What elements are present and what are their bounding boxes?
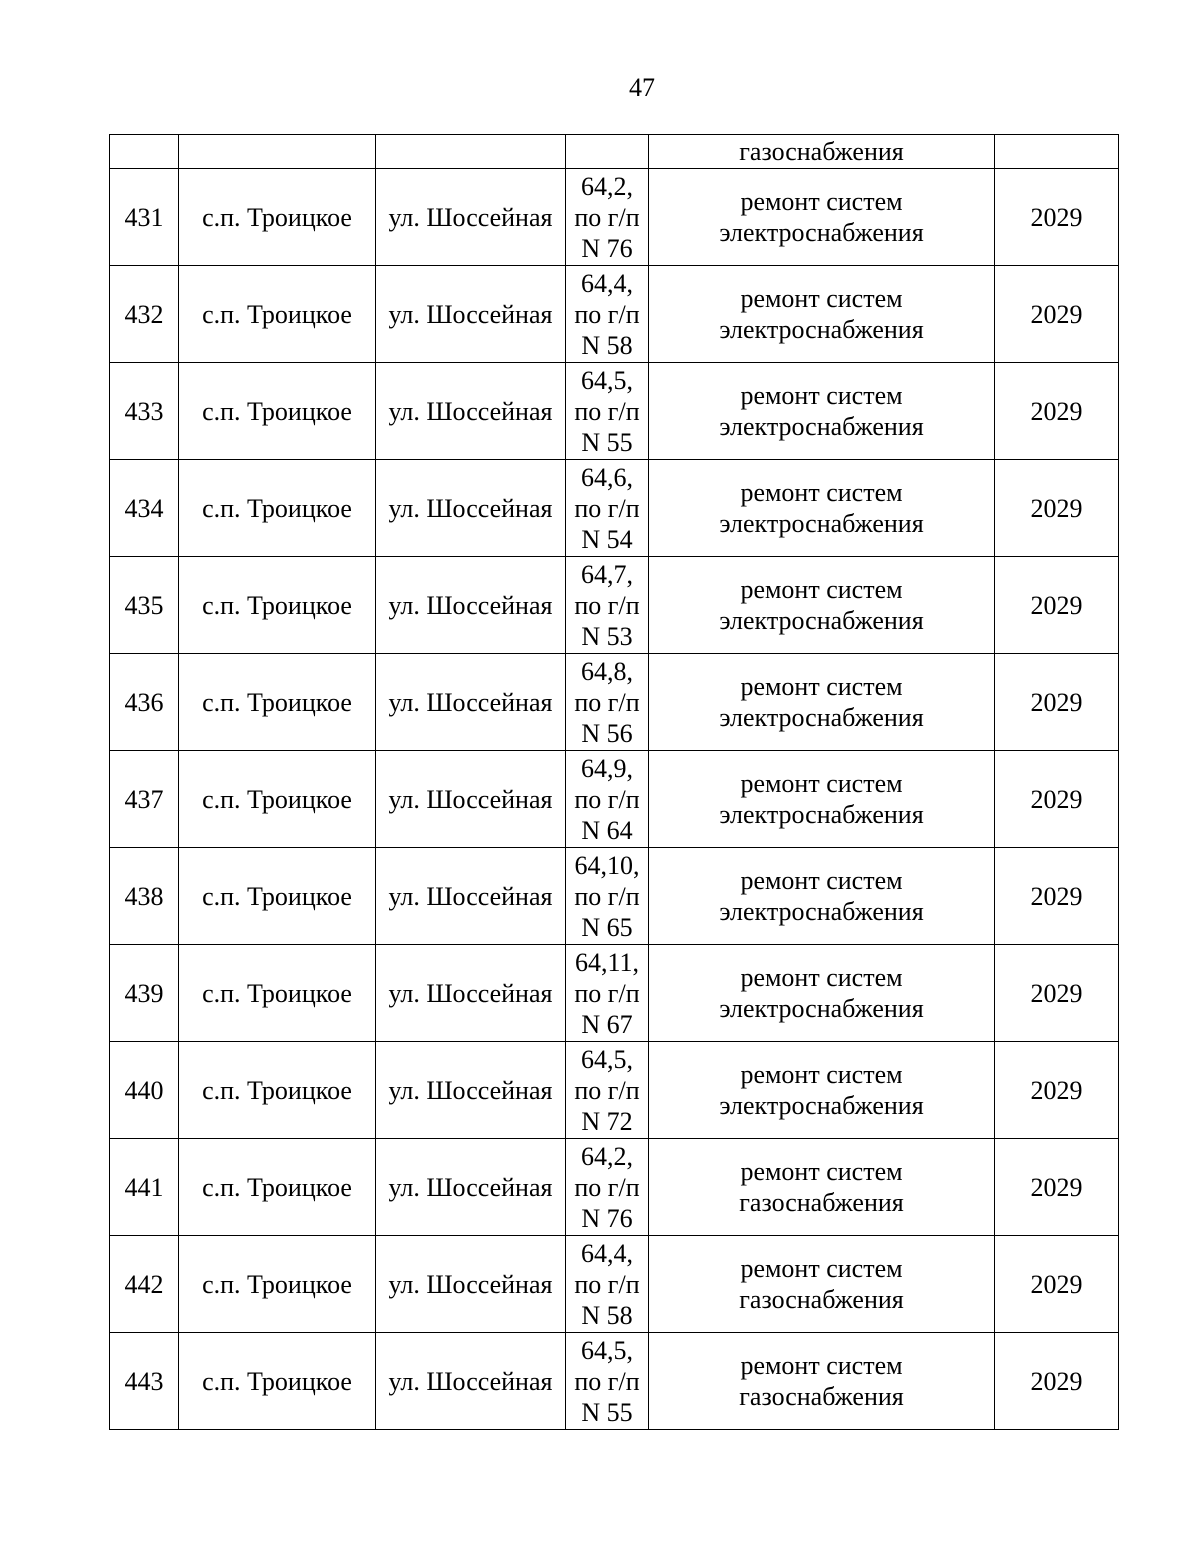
cell-work-type-line: ремонт систем	[740, 187, 903, 216]
cell-house-line: N 65	[581, 912, 633, 942]
cell-house	[566, 135, 649, 169]
cell-no: 431	[110, 169, 179, 266]
cell-year: 2029	[995, 654, 1119, 751]
cell-house-line: 64,2,	[581, 1141, 633, 1171]
table-row	[110, 945, 1119, 1042]
cell-house-line: 64,4,	[581, 1238, 633, 1268]
cell-house-line: 64,5,	[581, 1044, 633, 1074]
cell-settlement: с.п. Троицкое	[179, 751, 376, 848]
cell-street: ул. Шоссейная	[376, 363, 566, 460]
cell-street: ул. Шоссейная	[376, 557, 566, 654]
cell-year: 2029	[995, 945, 1119, 1042]
cell-settlement: с.п. Троицкое	[179, 363, 376, 460]
cell-house	[566, 848, 649, 945]
cell-year: 2029	[995, 169, 1119, 266]
cell-house-line: N 72	[581, 1106, 633, 1136]
cell-street: ул. Шоссейная	[376, 751, 566, 848]
cell-house-line: по г/п	[574, 493, 640, 523]
cell-year: 2029	[995, 848, 1119, 945]
cell-work-type-line: ремонт систем	[740, 963, 903, 992]
cell-house-line: N 55	[581, 1397, 633, 1427]
cell-house	[566, 363, 649, 460]
cell-work-type-line: газоснабжения	[739, 1188, 904, 1217]
cell-work-type	[649, 751, 995, 848]
cell-year: 2029	[995, 1236, 1119, 1333]
cell-work-type	[649, 1139, 995, 1236]
cell-house-line: 64,7,	[581, 559, 633, 589]
cell-house-line: 64,11,	[574, 947, 640, 977]
cell-settlement: с.п. Троицкое	[179, 1139, 376, 1236]
cell-settlement: с.п. Троицкое	[179, 1042, 376, 1139]
cell-work-type-line: электроснабжения	[719, 703, 924, 732]
table-body	[110, 135, 1119, 1430]
cell-settlement: с.п. Троицкое	[179, 557, 376, 654]
cell-house-line: по г/п	[574, 299, 640, 329]
cell-settlement: с.п. Троицкое	[179, 848, 376, 945]
table-row	[110, 460, 1119, 557]
cell-year	[995, 135, 1119, 169]
cell-house-line: по г/п	[574, 687, 640, 717]
cell-house-line: по г/п	[574, 202, 640, 232]
cell-no: 437	[110, 751, 179, 848]
cell-work-type-line: ремонт систем	[740, 1060, 903, 1089]
cell-house-line: 64,6,	[581, 462, 633, 492]
cell-house	[566, 266, 649, 363]
cell-work-type-line: электроснабжения	[719, 606, 924, 635]
cell-work-type-line: электроснабжения	[719, 412, 924, 441]
cell-street: ул. Шоссейная	[376, 1042, 566, 1139]
cell-work-type-line: ремонт систем	[740, 575, 903, 604]
cell-work-type	[649, 1236, 995, 1333]
cell-work-type	[649, 1333, 995, 1430]
cell-year: 2029	[995, 751, 1119, 848]
table-row	[110, 1042, 1119, 1139]
cell-settlement: с.п. Троицкое	[179, 945, 376, 1042]
cell-work-type	[649, 169, 995, 266]
cell-street: ул. Шоссейная	[376, 1236, 566, 1333]
table-row	[110, 363, 1119, 460]
page-number: 47	[629, 73, 655, 102]
table-row	[110, 169, 1119, 266]
cell-street: ул. Шоссейная	[376, 945, 566, 1042]
cell-house-line: по г/п	[574, 881, 640, 911]
cell-house-line: 64,4,	[581, 268, 633, 298]
cell-house	[566, 945, 649, 1042]
cell-work-type-line: электроснабжения	[719, 315, 924, 344]
table-row	[110, 1333, 1119, 1430]
cell-settlement: с.п. Троицкое	[179, 266, 376, 363]
cell-work-type	[649, 1042, 995, 1139]
cell-house	[566, 1042, 649, 1139]
cell-work-type	[649, 557, 995, 654]
cell-work-type-line: ремонт систем	[740, 381, 903, 410]
cell-year: 2029	[995, 363, 1119, 460]
cell-year: 2029	[995, 266, 1119, 363]
cell-work-type-line: газоснабжения	[739, 1285, 904, 1314]
cell-house-line: по г/п	[574, 784, 640, 814]
table-row	[110, 751, 1119, 848]
cell-work-type	[649, 460, 995, 557]
cell-settlement: с.п. Троицкое	[179, 169, 376, 266]
table-row	[110, 557, 1119, 654]
cell-work-type-line: газоснабжения	[739, 1382, 904, 1411]
cell-work-type-line: ремонт систем	[740, 769, 903, 798]
cell-house	[566, 751, 649, 848]
cell-street: ул. Шоссейная	[376, 654, 566, 751]
cell-house-line: N 76	[581, 233, 633, 263]
cell-no: 438	[110, 848, 179, 945]
cell-street: ул. Шоссейная	[376, 1333, 566, 1430]
cell-work-type-line: ремонт систем	[740, 1157, 903, 1186]
cell-no: 436	[110, 654, 179, 751]
cell-no: 441	[110, 1139, 179, 1236]
cell-house-line: N 54	[581, 524, 633, 554]
cell-house-line: 64,5,	[581, 365, 633, 395]
cell-work-type-line: электроснабжения	[719, 218, 924, 247]
cell-settlement: с.п. Троицкое	[179, 1333, 376, 1430]
cell-work-type	[649, 654, 995, 751]
cell-settlement: с.п. Троицкое	[179, 1236, 376, 1333]
cell-house	[566, 169, 649, 266]
cell-no	[110, 135, 179, 169]
cell-year: 2029	[995, 460, 1119, 557]
cell-year: 2029	[995, 1333, 1119, 1430]
table-row	[110, 1236, 1119, 1333]
cell-street: ул. Шоссейная	[376, 1139, 566, 1236]
cell-no: 440	[110, 1042, 179, 1139]
continuation-row	[110, 135, 1119, 169]
cell-house	[566, 1333, 649, 1430]
cell-year: 2029	[995, 1042, 1119, 1139]
cell-work-type: газоснабжения	[649, 135, 995, 169]
cell-work-type-line: ремонт систем	[740, 1351, 903, 1380]
cell-house-line: 64,9,	[581, 753, 633, 783]
cell-house-line: N 55	[581, 427, 633, 457]
repair-schedule-table	[109, 134, 1119, 1430]
table-row	[110, 266, 1119, 363]
cell-work-type-line: ремонт систем	[740, 1254, 903, 1283]
cell-street: ул. Шоссейная	[376, 848, 566, 945]
cell-work-type-line: электроснабжения	[719, 897, 924, 926]
cell-house-line: по г/п	[574, 1075, 640, 1105]
cell-house-line: по г/п	[574, 978, 640, 1008]
cell-house	[566, 1236, 649, 1333]
cell-house	[566, 654, 649, 751]
cell-year: 2029	[995, 557, 1119, 654]
cell-house-line: по г/п	[574, 1172, 640, 1202]
cell-house-line: 64,8,	[581, 656, 633, 686]
cell-no: 439	[110, 945, 179, 1042]
cell-work-type	[649, 945, 995, 1042]
cell-work-type	[649, 363, 995, 460]
cell-no: 432	[110, 266, 179, 363]
cell-work-type-line: ремонт систем	[740, 672, 903, 701]
cell-house-line: N 58	[581, 1300, 633, 1330]
cell-house	[566, 557, 649, 654]
cell-house-line: N 56	[581, 718, 633, 748]
cell-work-type-line: электроснабжения	[719, 800, 924, 829]
table-row	[110, 1139, 1119, 1236]
cell-house-line: N 53	[581, 621, 633, 651]
cell-work-type-line: ремонт систем	[740, 478, 903, 507]
cell-work-type-line: электроснабжения	[719, 1091, 924, 1120]
cell-work-type-line: ремонт систем	[740, 866, 903, 895]
cell-house-line: N 76	[581, 1203, 633, 1233]
cell-street: ул. Шоссейная	[376, 169, 566, 266]
cell-settlement	[179, 135, 376, 169]
cell-street	[376, 135, 566, 169]
cell-house-line: N 64	[581, 815, 633, 845]
cell-street: ул. Шоссейная	[376, 460, 566, 557]
cell-house	[566, 1139, 649, 1236]
cell-no: 433	[110, 363, 179, 460]
cell-work-type-line: электроснабжения	[719, 994, 924, 1023]
cell-settlement: с.п. Троицкое	[179, 654, 376, 751]
cell-work-type-line: электроснабжения	[719, 509, 924, 538]
cell-settlement: с.п. Троицкое	[179, 460, 376, 557]
cell-no: 442	[110, 1236, 179, 1333]
table-row	[110, 848, 1119, 945]
cell-house-line: по г/п	[574, 396, 640, 426]
cell-house-line: по г/п	[574, 590, 640, 620]
cell-no: 435	[110, 557, 179, 654]
cell-work-type-line: ремонт систем	[740, 284, 903, 313]
table-row	[110, 654, 1119, 751]
cell-house-line: по г/п	[574, 1269, 640, 1299]
cell-house-line: N 58	[581, 330, 633, 360]
cell-work-type	[649, 266, 995, 363]
cell-no: 443	[110, 1333, 179, 1430]
cell-house-line: N 67	[581, 1009, 633, 1039]
cell-no: 434	[110, 460, 179, 557]
cell-work-type	[649, 848, 995, 945]
cell-house-line: 64,2,	[581, 171, 633, 201]
cell-house-line: по г/п	[574, 1366, 640, 1396]
cell-house-line: 64,5,	[581, 1335, 633, 1365]
cell-street: ул. Шоссейная	[376, 266, 566, 363]
cell-year: 2029	[995, 1139, 1119, 1236]
cell-house	[566, 460, 649, 557]
cell-house-line: 64,10,	[574, 850, 640, 880]
